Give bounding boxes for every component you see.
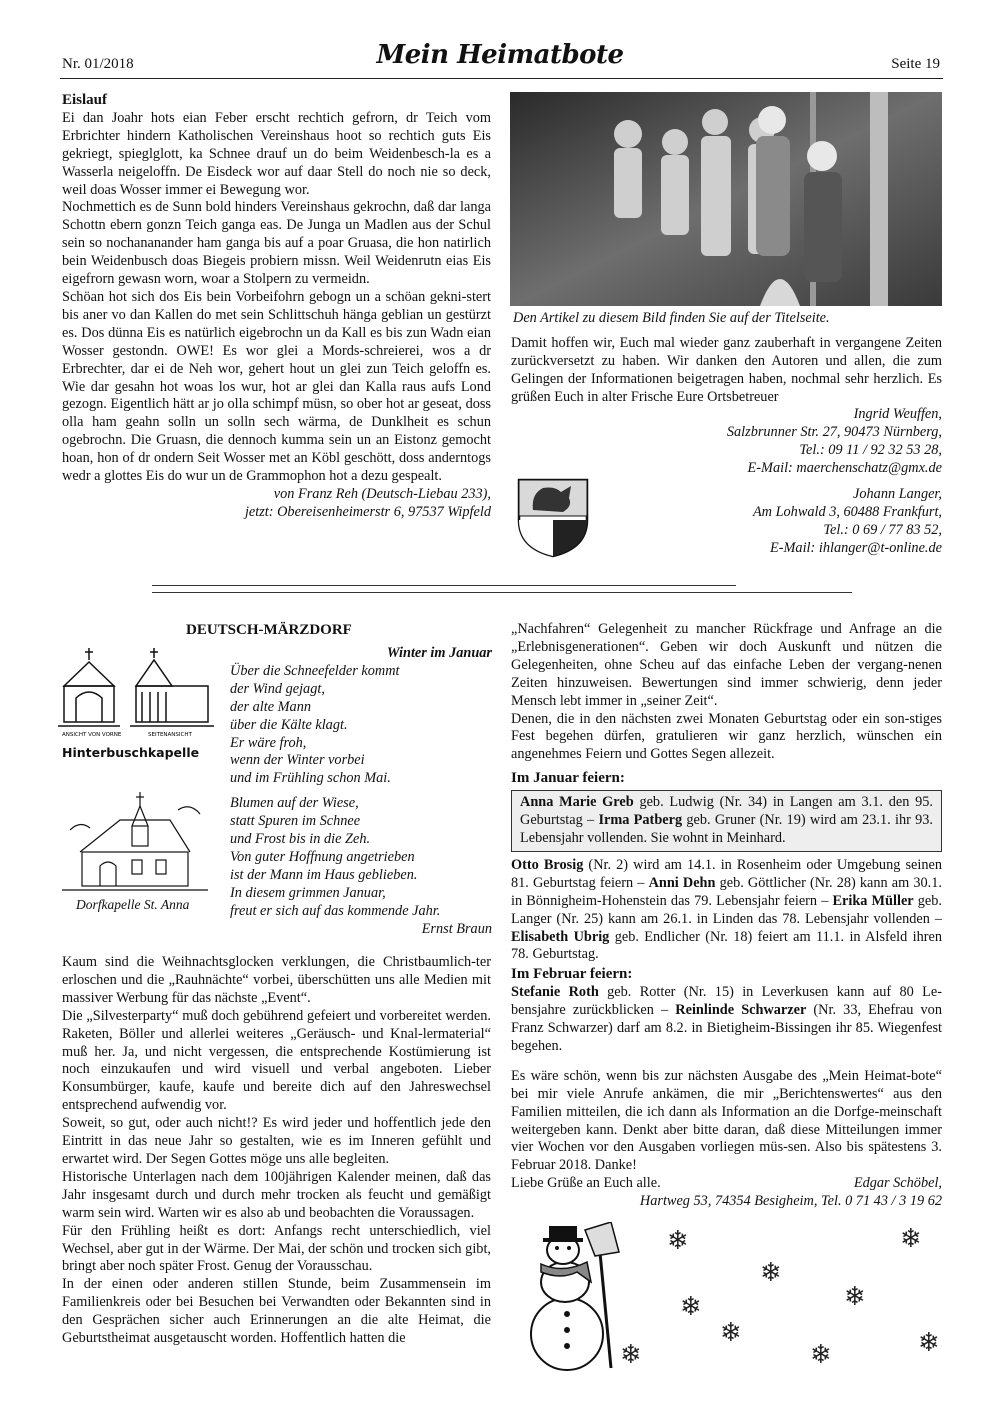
signature-line <box>511 1175 942 1193</box>
birthday-name: Anna Marie Greb <box>520 794 634 811</box>
birthday-detail: geb. Rotter (Nr. 15) in Leverkusen kann auf 80 Le-bensjahre zurückblicken – <box>511 984 942 1019</box>
birthday-name: Anni Dehn <box>648 874 716 891</box>
poem-line: freut er sich auf das kommende Jahr. <box>230 902 441 919</box>
contact-email: E-Mail: maerchenschatz@gmx.de <box>747 459 942 476</box>
snowflake-icon: ❄ <box>810 1340 832 1370</box>
chapel-sketch <box>60 790 210 896</box>
winter-poem <box>230 645 492 939</box>
coat-of-arms <box>513 476 593 558</box>
eislauf-paragraph: Nochmettich es de Sunn bold hinders Vereinshaus gekrochn, daß dar langa Schottn ebern gonzn Teich ganga eas. De Junga un Madlen aus der Schul sein so nochananander ham ganga bis auf a poar Gruasa, die hon natirlich bein Weidenbusch doas Biegeis probiern missn. Weil Weidenrutn eias Eis eigefrorn gewasn worn, woar a Stolpern zu vermeidn. <box>62 199 491 288</box>
contact-address: Salzbrunner Str. 27, 90473 Nürnberg, <box>726 423 942 440</box>
right-paragraph: „Nachfahren“ Gelegenheit zu mancher Rückfrage und Anfrage an die „Erlebnisgenerationen“. Geben wir doch Auskunft und nützen die Gelegenheiten, ohne Scheu auf das einfache Leben der vergang-nenen Zeiten hinzuweisen. Bewertungen sind immer schwierig, denn jeder Mensch lebt immer in „seiner Zeit“. <box>511 621 942 709</box>
snowflake-icon: ❄ <box>760 1258 782 1288</box>
birthday-name: Stefanie Roth <box>511 984 599 1001</box>
right-paragraph: Denen, die in den nächsten zwei Monaten Geburtstag oder ein son-stiges Fest begehen dürfen, gratulieren wir ganz herzlich, wünschen ein angenehmes Feiern und Gottes Segen allezeit. <box>511 710 942 763</box>
header-rule <box>60 78 943 79</box>
eislauf-paragraph: Ei dan Joahr hots eian Feber erscht rechtich gefrorn, dr Teich vom Erbrichter hindern Katholischen Vereinshaus hoot so rechtich guts Eis gekriegt, spieglglott, ka Schnee drauf un do beim Weidenbesch-la es a Wasserla neigeloffn. De Eisdeck wor auf daar Stell do noch nie so deck, weil doas Wosser immer ei Bewegung wor. <box>62 109 491 198</box>
poem-line: und im Frühling schon Mai. <box>230 770 391 787</box>
poem-line: der alte Mann <box>230 698 311 715</box>
poem-line: über die Kälte klagt. <box>230 716 348 733</box>
contact-name: Johann Langer, <box>853 486 942 502</box>
section-divider <box>152 592 852 593</box>
snowflake-icon: ❄ <box>844 1282 866 1312</box>
poem-title: Winter im Januar <box>386 645 492 661</box>
poem-line: wenn der Winter vorbei <box>230 752 365 769</box>
contact-name: Ingrid Weuffen, <box>853 406 942 422</box>
eislauf-author-address: jetzt: Obereisenheimerstr 6, 97537 Wipfeld <box>244 503 491 520</box>
birthday-name: Erika Müller <box>832 892 914 909</box>
eislauf-article <box>62 92 491 522</box>
poem-line: In diesem grimmen Januar, <box>230 884 386 901</box>
snowman-illustration <box>515 1222 625 1372</box>
closing-text: Damit hoffen wir, Euch mal wieder ganz zauberhaft in vergangene Zeiten zurückversetzt zu haben. Wir danken den Autoren und allen, die zum Gelingen der Informationen beigetragen haben, nochmal sehr herzlich. Es grüßen Euch in alter Frische Eure Ortsbetreuer <box>511 335 942 405</box>
maerzdorf-paragraph: Die „Silvesterparty“ muß doch gebührend gefeiert und vorbereitet werden. Raketen, Böller und allerlei weiteres „Geräusch- und Knal-lermaterial“ muß her. Ja, und nicht vergessen, die entsprechende Kostümierung ist noch einzukaufen und wird visuell und verbal angeboten. Lieber Konsumbürger, kaufe, kaufe und bereite dich auf den Jahreswechsel entsprechend aufwendig vor. <box>62 1007 491 1114</box>
february-birthdays <box>511 984 942 1056</box>
maerzdorf-paragraph: In der einen oder anderen stillen Stunde, beim Zusammensein im Familienkreis oder bei Besuchen bei Verwandten oder Bekannten sind in den Gesprächen sicher auch Erinnerungen an die alte Heimat, die Geburtstheimat ausgetauscht worden. Hoffentlich hatten die <box>62 1276 491 1347</box>
birthday-name: Otto Brosig <box>511 856 584 873</box>
contact-address: Am Lohwald 3, 60488 Frankfurt, <box>752 503 942 520</box>
section-divider <box>152 585 736 586</box>
coat-of-arms-svg <box>513 476 593 558</box>
maerzdorf-title: DEUTSCH-MÄRZDORF <box>186 622 352 638</box>
signature-address: Hartweg 53, 74354 Besigheim, Tel. 0 71 43 / 3 19 62 <box>639 1193 942 1210</box>
january-highlight-box <box>511 790 942 852</box>
poem-line: Über die Schneefelder kommt <box>230 662 400 679</box>
contact-weuffen <box>640 406 942 478</box>
snowflake-icon: ❄ <box>620 1340 642 1370</box>
poem-line: ist der Mann im Haus geblieben. <box>230 866 418 883</box>
snowflake-icon: ❄ <box>667 1226 689 1256</box>
chapel-sketch <box>58 646 218 742</box>
birthday-detail: geb. Göttlicher (Nr. 28) kann am 30.1. in Bönnigheim-Hohenstein das 79. Lebensjahr feiern – <box>511 874 942 909</box>
children-photo <box>510 92 942 306</box>
greeting: Liebe Grüße an Euch alle. <box>511 1175 661 1192</box>
birthday-detail: geb. Langer (Nr. 25) kann am 26.1. in Linden das 78. Lebensjahr vollenden – <box>511 892 942 927</box>
maerzdorf-article <box>62 954 491 1348</box>
maerzdorf-paragraph: Soweit, so gut, oder auch nicht!? Es wird jeder und hoffentlich jede den Eintritt in das neue Jahr so gestalten, wie es im Inneren gefühlt und erwartet wird. Der Segen Gottes möge uns alle begleiten. <box>62 1115 491 1167</box>
st-anna-chapel-drawing <box>60 790 210 896</box>
st-anna-chapel-label: Dorfkapelle St. Anna <box>76 897 190 912</box>
chapel-front-view-label: ANSICHT VON VORNE <box>62 732 122 738</box>
poem-line: und Frost bis in die Zeh. <box>230 831 371 848</box>
january-heading: Im Januar feiern: <box>511 770 625 787</box>
birthday-name: Reinlinde Schwarzer <box>675 1002 807 1019</box>
maerzdorf-paragraph: Kaum sind die Weihnachtsglocken verklungen, die Christbaumlich-ter erloschen und die „Rauhnächte“ vorbei, überschütten uns alle Medien mit massiver Werbung für das nächste „Event“. <box>62 954 491 1006</box>
eislauf-title: Eislauf <box>62 92 108 108</box>
eislauf-paragraph: Schöan hot sich dos Eis bein Vorbeifohrn gebogn un a schöan gekni-stert bis aner vo dan Kallen do met sein Schlittschuh hänga geblian un gestürzt es. Dos dünna Eis es natürlich eigebrochn un da Kall es bis zun Wadn eian Wosser gestondn. OWE! Es wor glei a Mords-schreierei, wos a dr Erbrechter, dar ei de Neh wor, gehert hout un glei zun Teich geloffn es. Wie dar gesahn hot woas los wur, hot ar glei dan Kalla raus aufs Lond gezogn. Eigentlich hätt ar jo olla schimpf müsn, so ober hot ar geseat, doss olla ham geahn solln un solln sech wärma, de Dunklheit es schun ogebrochn. Die Gruasn, die dennoch kumma sein un an Eistonz gemocht hoan, hon of dr ondern Seit Wosser met an Köbl geschött, doss anderntogs wedr a glottes Eis do wur un de Grammophon hot a dezu gespealt. <box>62 288 491 485</box>
snowflake-icon: ❄ <box>680 1292 702 1322</box>
birthday-name: Elisabeth Ubrig <box>511 928 610 945</box>
chapel-side-view-label: SEITENANSICHT <box>148 732 192 738</box>
maerzdorf-paragraph: Für den Frühling heißt es dort: Anfangs recht unterschiedlich, viel Wechsel, aber gut in der Wärme. Der Mai, der schön und trocken sich gibt, bringt aber noch später Frost. Genug der Vorausschau. <box>62 1222 491 1275</box>
snowman-svg <box>515 1222 625 1372</box>
maerzdorf-paragraph: Historische Unterlagen nach dem 100jährigen Kalender meinen, daß das Jahr insgesamt durch und durch mehr trocken als feucht und gemäßigt warm sein wird. Warten wir es also ab und beobachten die Voraussagen. <box>62 1168 491 1221</box>
birthday-detail: (Nr. 33, Ehefrau von Franz Schwarzer) darf am 8.2. in Bietigheim-Bissingen ihr 85. Wiegenfest begehen. <box>511 1002 942 1054</box>
january-birthdays <box>511 857 942 964</box>
masthead-title: Mein Heimatbote <box>376 40 624 70</box>
birthday-detail: geb. Endlicher (Nr. 18) feiert am 11.1. in Alsfeld ihren 78. Geburtstag. <box>511 928 942 963</box>
poem-line: Er wäre froh, <box>230 734 307 751</box>
signature-name: Edgar Schöbel, <box>853 1175 942 1192</box>
poem-author: Ernst Braun <box>421 920 492 937</box>
issue-number: Nr. 01/2018 <box>62 56 134 72</box>
poem-line: Blumen auf der Wiese, <box>230 795 359 812</box>
right-paragraph: Es wäre schön, wenn bis zur nächsten Ausgabe des „Mein Heimat-bote“ bei mir viele Anrufe ankämen, die mir „Berichtenswertes“ aus den Familien mitteilen, die ich dann als Information an die Dorfge-meinschaft weitergeben kann. Denkt aber bitte daran, daß diese Mitteilungen immer vier Wochen vor den Ausgaben vorliegen müs-sen. Also bis spätestens 3. Februar 2018. Danke! <box>511 1067 942 1174</box>
poem-line: der Wind gejagt, <box>230 680 325 697</box>
maerzdorf-right-column <box>511 621 942 1211</box>
poem-line: statt Spuren im Schnee <box>230 813 361 830</box>
eislauf-author: von Franz Reh (Deutsch-Liebau 233), <box>273 485 491 502</box>
contact-phone: Tel.: 0 69 / 77 83 52, <box>823 521 942 538</box>
birthday-detail: geb. Gruner (Nr. 19) wird am 23.1. ihr 93. Lebensjahr vollenden. Sie wohnt in Meinhard. <box>520 812 934 846</box>
snowflake-icon: ❄ <box>900 1224 922 1254</box>
hinterbusch-chapel-drawing <box>58 646 218 742</box>
contact-phone: Tel.: 09 11 / 92 32 53 28, <box>799 441 942 458</box>
snowflake-icon: ❄ <box>918 1328 940 1358</box>
birthday-detail: geb. Ludwig (Nr. 34) in Langen am 3.1. den 95. Geburtstag – <box>520 794 933 829</box>
birthday-detail: (Nr. 2) wird am 14.1. in Rosenheim oder Umgebung seinen 81. Geburtstag feiern – <box>511 856 942 891</box>
contact-langer <box>640 486 942 558</box>
children-photo-illustration <box>510 92 942 306</box>
poem-line: Von guter Hoffnung angetrieben <box>230 848 415 865</box>
photo-caption: Den Artikel zu diesem Bild finden Sie auf der Titelseite. <box>513 310 830 326</box>
contact-email: E-Mail: ihlanger@t-online.de <box>770 539 942 556</box>
hinterbusch-chapel-label: Hinterbuschkapelle <box>62 745 200 760</box>
february-heading: Im Februar feiern: <box>511 966 633 983</box>
snowflake-icon: ❄ <box>720 1318 742 1348</box>
birthday-name: Irma Patberg <box>598 812 683 829</box>
page-number: Seite 19 <box>891 56 940 72</box>
